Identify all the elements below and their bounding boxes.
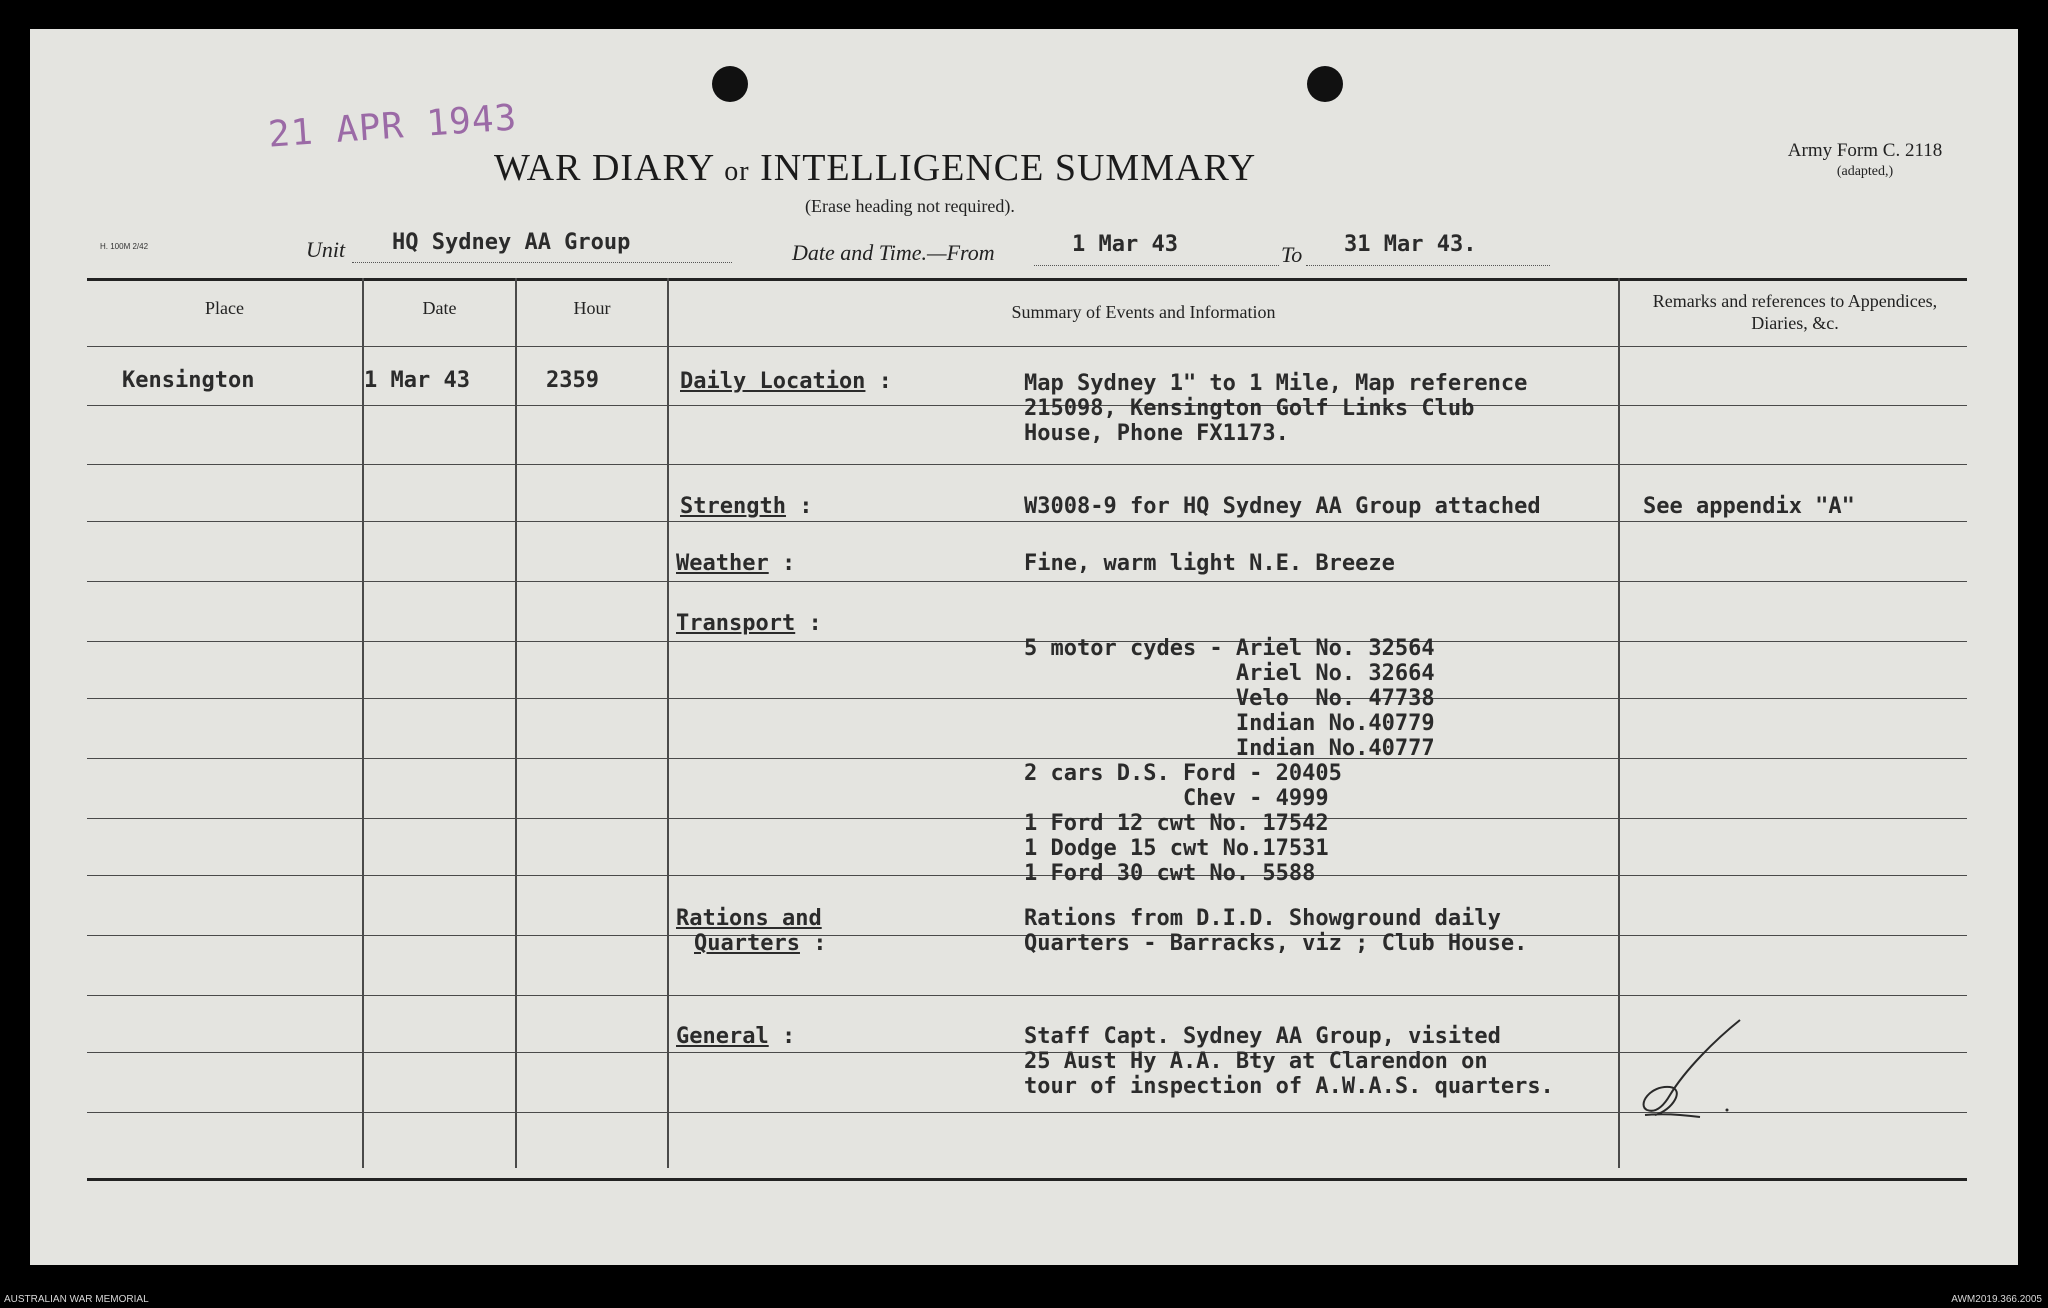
col-header-hour: Hour <box>573 298 611 318</box>
to-label: To <box>1281 242 1303 267</box>
section-general-text: Staff Capt. Sydney AA Group, visited 25 Aust Hy A.A. Bty at Clarendon on tour of inspection of A.W.A.S. quarters. <box>1024 1024 1554 1099</box>
ruled-line <box>87 521 1967 522</box>
print-code: H. 100M 2/42 <box>100 242 149 251</box>
unit-value: HQ Sydney AA Group <box>392 230 631 255</box>
col-header-date: Date <box>422 298 457 318</box>
table-top-rule <box>87 278 1967 281</box>
section-general-heading: General : <box>676 1024 796 1049</box>
section-rations-heading: Rations and Quarters : <box>676 906 827 956</box>
punch-hole-right <box>1307 66 1343 102</box>
section-transport-text: 5 motor cydes - Ariel No. 32564 Ariel No. 32664 Velo No. 47738 Indian No.40779 Indian No.40777 2 cars D.S. Ford - 20405 Chev - 4999 1 Ford 12 cwt No. 17542 1 Dodge 15 cwt No.17531 1 Ford 30 cwt No. 5588 <box>1024 636 1435 886</box>
col-header-remarks: Remarks and references to Appendices, Diaries, &c. <box>1652 291 1938 333</box>
col-header-place: Place <box>205 298 244 318</box>
table-bottom-rule <box>87 1178 1967 1181</box>
from-underline <box>1034 265 1279 266</box>
from-value: 1 Mar 43 <box>1072 232 1178 257</box>
section-weather-text: Fine, warm light N.E. Breeze <box>1024 551 1395 576</box>
entry-place: Kensington <box>122 368 255 393</box>
section-rations-text: Rations from D.I.D. Showground daily Quarters - Barracks, viz ; Club House. <box>1024 906 1528 956</box>
col-divider-2 <box>515 278 517 1168</box>
signature-scribble <box>1625 1015 1745 1120</box>
page-subtitle: (Erase heading not required). <box>805 196 1015 216</box>
col-divider-4 <box>1618 278 1620 1168</box>
footer-archive-name: AUSTRALIAN WAR MEMORIAL <box>4 1294 149 1305</box>
section-weather-heading: Weather : <box>676 551 796 576</box>
ruled-line <box>87 581 1967 582</box>
ruled-line <box>87 464 1967 465</box>
page-title <box>494 146 1256 190</box>
to-underline <box>1306 265 1550 266</box>
title-intelligence-summary: INTELLIGENCE SUMMARY <box>760 147 1257 189</box>
footer-item-id: AWM2019.366.2005 <box>1951 1294 2042 1305</box>
section-strength-heading: Strength : <box>680 494 813 519</box>
section-transport-heading: Transport : <box>676 611 822 636</box>
strength-remark: See appendix "A" <box>1643 494 1855 519</box>
ruled-line <box>87 995 1967 996</box>
title-or: or <box>724 156 750 187</box>
received-date-stamp: 21 APR 1943 <box>266 97 519 156</box>
army-form-label <box>1770 140 1960 180</box>
col-divider-3 <box>667 278 669 1168</box>
date-time-label: Date and Time.—From <box>792 240 995 265</box>
title-war-diary: WAR DIARY <box>494 147 714 189</box>
punch-hole-left <box>712 66 748 102</box>
section-daily-location-heading: Daily Location : <box>680 369 892 394</box>
entry-hour: 2359 <box>546 368 599 393</box>
entry-date: 1 Mar 43 <box>364 368 470 393</box>
to-value: 31 Mar 43. <box>1344 232 1477 257</box>
unit-label: Unit <box>306 237 346 262</box>
ruled-line <box>87 346 1967 347</box>
section-daily-location-text: Map Sydney 1" to 1 Mile, Map reference 215098, Kensington Golf Links Club House, Phone FX1173. <box>1024 371 1528 446</box>
unit-underline <box>352 262 732 263</box>
col-header-summary: Summary of Events and Information <box>1011 302 1276 322</box>
form-name: Army Form C. 2118 <box>1787 140 1943 161</box>
form-note: (adapted,) <box>1836 164 1894 179</box>
col-divider-1 <box>362 278 364 1168</box>
section-strength-text: W3008-9 for HQ Sydney AA Group attached <box>1024 494 1541 519</box>
